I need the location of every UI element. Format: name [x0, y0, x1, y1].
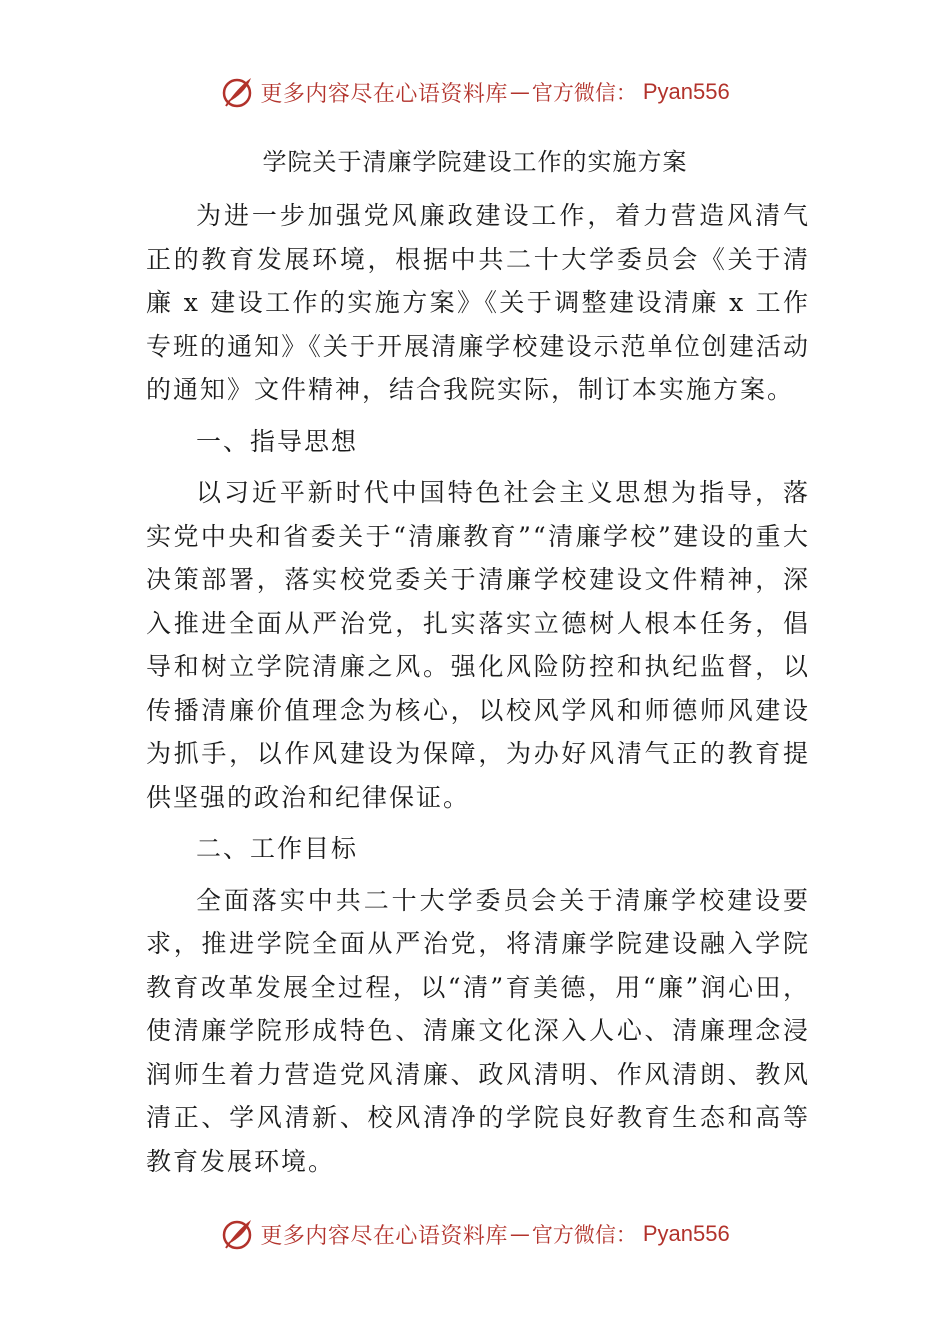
guiding-ideology-paragraph: 以习近平新时代中国特色社会主义思想为指导，落实党中央和省委关于“清廉教育”“清廉学校”建设的重大决策部署，落实校党委关于清廉学校建设文件精神，深入推进全面从严治党，扎实落实立德树人根本任务，倡导和树立学院清廉之风。强化风险防控和执纪监督，以传播清廉价值理念为核心，以校风学风和师德师风建设为抓手，以作风建设为保障，为办好风清气正的教育提供坚强的政治和纪律保证。 [146, 478, 810, 812]
watermark-official-label: 官方微信： [531, 1223, 637, 1247]
watermark-dash: — [509, 1222, 530, 1246]
quill-logo-icon [220, 1216, 256, 1252]
watermark-main-text: 更多内容尽在心语资料库 [260, 81, 508, 107]
intro-paragraph: 为进一步加强党风廉政建设工作，着力营造风清气正的教育发展环境，根据中共二十大学委员会《关于清廉 x 建设工作的实施方案》《关于调整建设清廉 x 工作专班的通知》《关于开展清廉学校建设示范单位创建活动的通知》文件精神，结合我院实际，制订本实施方案。 [146, 201, 810, 404]
watermark-main-text: 更多内容尽在心语资料库 [260, 1223, 508, 1249]
document-title: 学院关于清廉学院建设工作的实施方案 [262, 148, 688, 176]
watermark-dash: — [509, 80, 530, 104]
section-heading-work-goals: 二、工作目标 [196, 834, 359, 863]
footer-watermark [0, 1214, 950, 1254]
watermark-official-label: 官方微信： [531, 81, 637, 105]
document-body [146, 194, 810, 1191]
section-heading-guiding-ideology: 一、指导思想 [196, 426, 359, 456]
work-goals-paragraph: 全面落实中共二十大学委员会关于清廉学校建设要求，推进学院全面从严治党，将清廉学院建设融入学院教育改革发展全过程，以“清”育美德，用“廉”润心田，使清廉学院形成特色、清廉文化深入人心、清廉理念浸润师生着力营造党风清廉、政风清明、作风清朗、教风清正、学风清新、校风清净的学院良好教育生态和高等教育发展环境。 [146, 885, 810, 1176]
watermark-wechat-id: Pyan556 [642, 1221, 730, 1246]
header-watermark [0, 72, 950, 112]
watermark-wechat-id: Pyan556 [642, 79, 730, 104]
quill-logo-icon [220, 74, 256, 110]
